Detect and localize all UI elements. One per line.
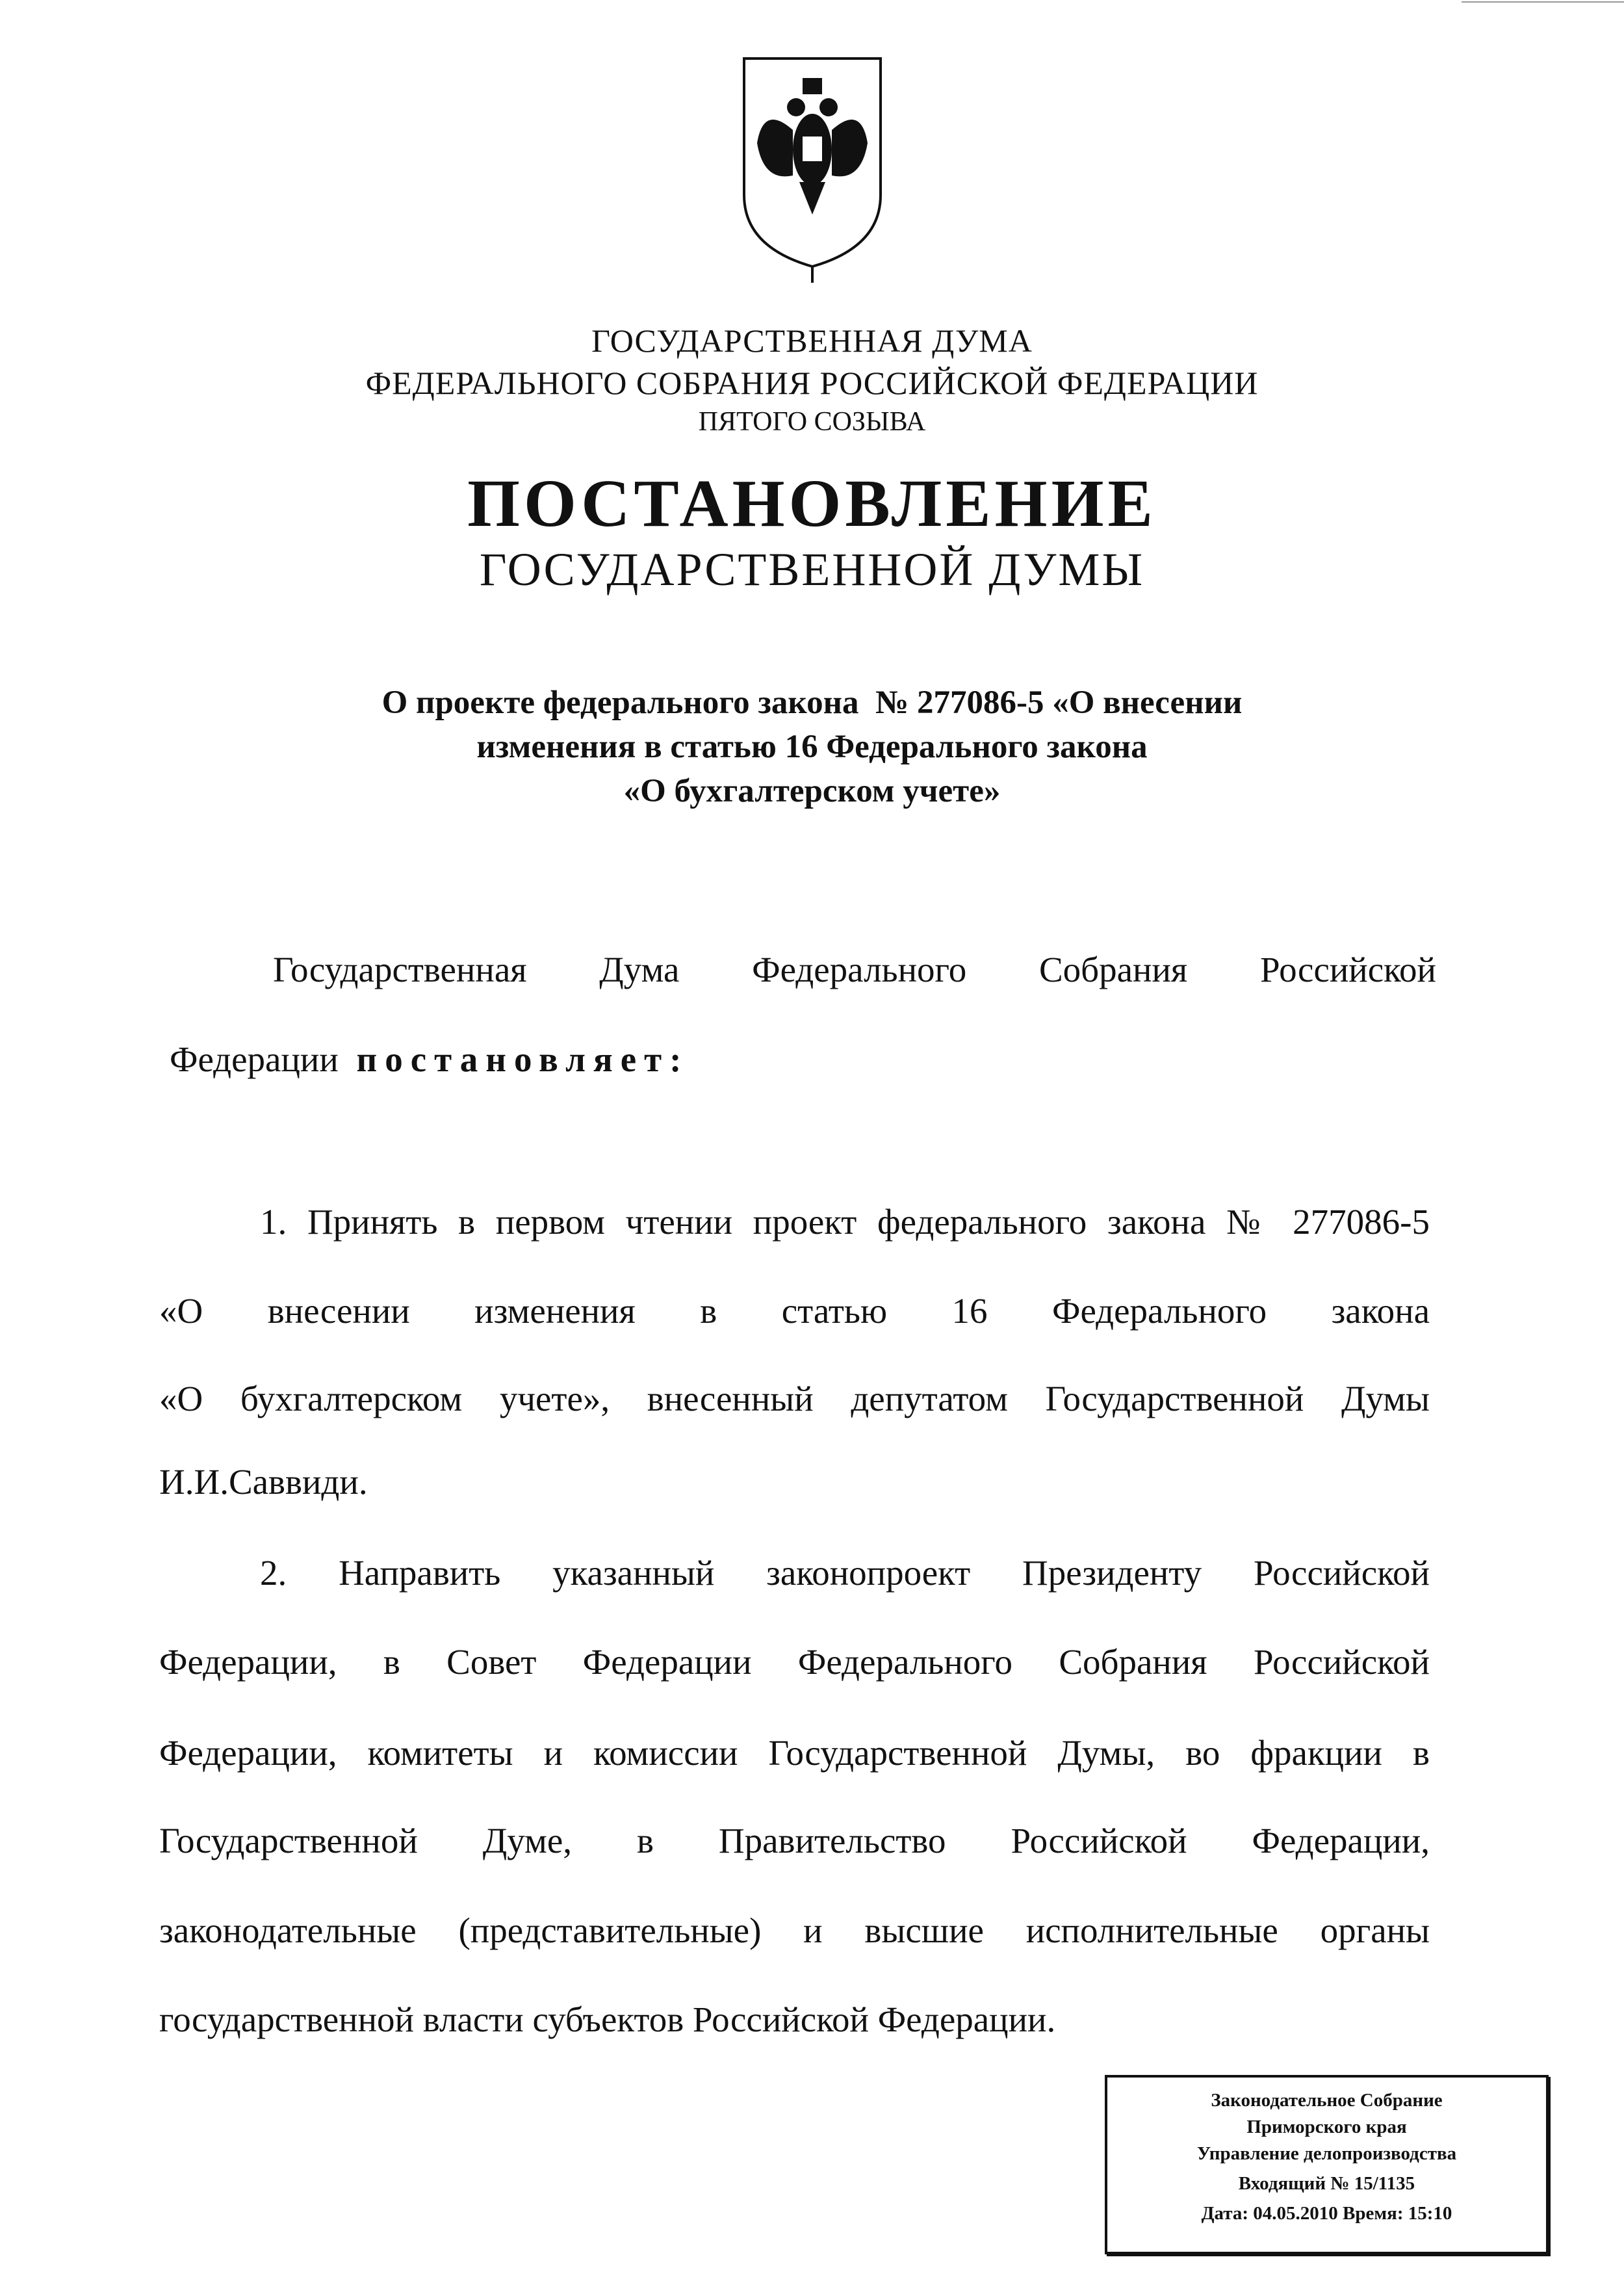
title-line-2: изменения в статью 16 Федерального закона <box>476 729 1148 765</box>
stamp-org: Законодательное Собрание <box>1211 2090 1443 2111</box>
stamp-datetime: Дата: 04.05.2010 Время: 15:10 <box>1201 2203 1452 2224</box>
document-type: ПОСТАНОВЛЕНИЕ <box>467 466 1157 541</box>
preamble-line-2 <box>170 1039 689 1080</box>
item2-line-2: Федерации, в Совет Федерации Федерального Собрания Российской <box>159 1642 1430 1682</box>
title-line-3: «О бухгалтерском учете» <box>623 773 1001 809</box>
item1-line-2: «О внесении изменения в статью 16 Федерального закона <box>159 1291 1430 1331</box>
coat-of-arms-emblem <box>738 52 887 286</box>
item2-line-1: 2. Направить указанный законопроект Президенту Российской <box>260 1553 1430 1593</box>
preamble-federation: Федерации <box>170 1039 339 1079</box>
item2-line-5: законодательные (представительные) и высшие исполнительные органы <box>159 1910 1430 1950</box>
preamble-line-1: Государственная Дума Федерального Собрания Российской <box>273 950 1436 989</box>
title-line-1: О проекте федерального закона № 277086-5 «О внесении <box>381 684 1243 721</box>
registration-stamp <box>1105 2075 1549 2254</box>
document-issuer: ГОСУДАРСТВЕННОЙ ДУМЫ <box>479 543 1145 595</box>
decree-word: постановляет: <box>356 1039 690 1079</box>
item1-line-1: 1. Принять в первом чтении проект федерального закона № 277086-5 <box>260 1202 1430 1242</box>
stamp-region: Приморского края <box>1246 2117 1407 2137</box>
header-line-1: ГОСУДАРСТВЕННАЯ ДУМА <box>591 322 1033 359</box>
stamp-incoming-number: Входящий № 15/1135 <box>1238 2173 1415 2194</box>
header-line-3: ПЯТОГО СОЗЫВА <box>698 407 926 437</box>
item2-line-6: государственной власти субъектов Российской Федерации. <box>159 2000 1056 2039</box>
scan-edge-line <box>1462 1 1624 3</box>
item1-line-4: И.И.Саввиди. <box>159 1462 368 1502</box>
stamp-department: Управление делопроизводства <box>1196 2143 1457 2164</box>
item2-line-4: Государственной Думе, в Правительство Российской Федерации, <box>159 1821 1430 1860</box>
header-line-2: ФЕДЕРАЛЬНОГО СОБРАНИЯ РОССИЙСКОЙ ФЕДЕРАЦИИ <box>365 365 1259 401</box>
item1-line-3: «О бухгалтерском учете», внесенный депутатом Государственной Думы <box>159 1379 1430 1418</box>
item2-line-3: Федерации, комитеты и комиссии Государственной Думы, во фракции в <box>159 1733 1430 1773</box>
